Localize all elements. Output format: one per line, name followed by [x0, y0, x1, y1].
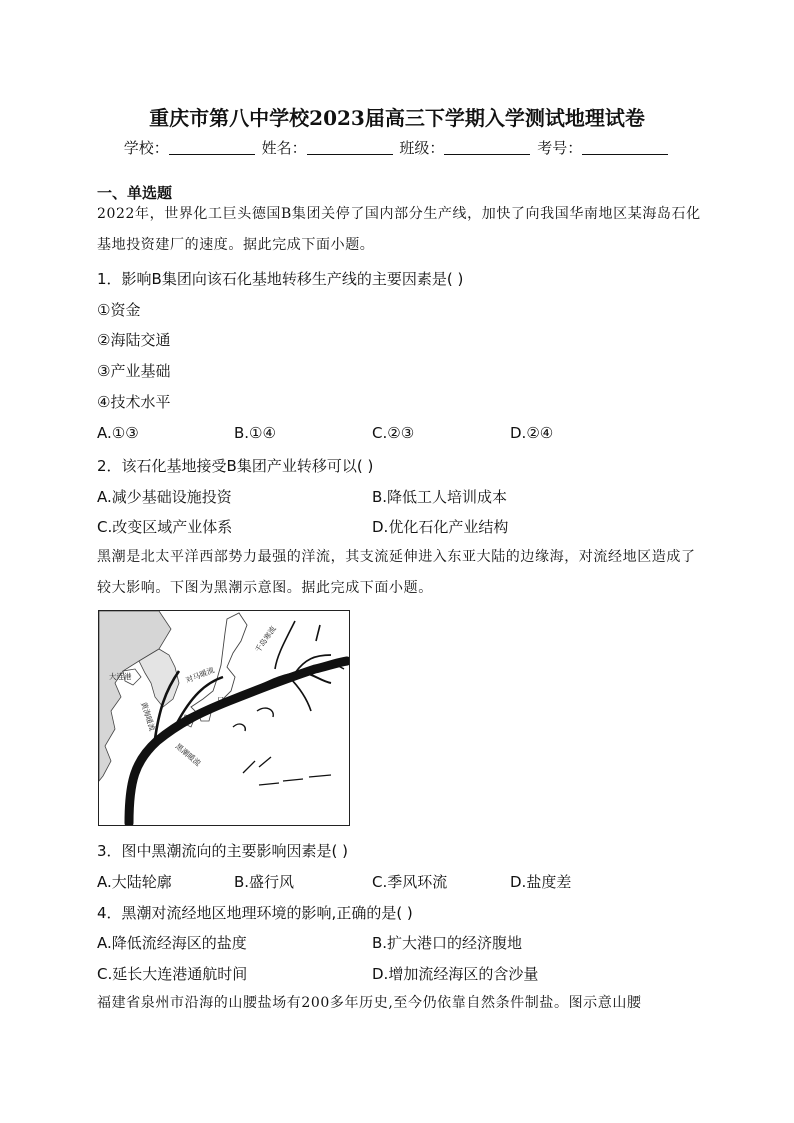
question-2-stem: 2．该石化基地接受B集团产业转移可以( ): [97, 457, 374, 475]
school-label: 学校：: [123, 139, 169, 157]
name-blank[interactable]: [307, 140, 393, 155]
question-1-item: ②海陆交通: [97, 331, 171, 349]
map-drawing: [99, 611, 349, 825]
question-3-stem: 3．图中黑潮流向的主要影响因素是( ): [97, 842, 349, 860]
page-title: 重庆市第八中学校2023届高三下学期入学测试地理试卷: [149, 106, 645, 130]
question-2-option-d[interactable]: D.优化石化产业结构: [372, 518, 509, 536]
question-4-stem: 4．黑潮对流经地区地理环境的影响,正确的是( ): [97, 904, 413, 922]
kuroshio-current-map: [98, 610, 350, 826]
question-4-option-a[interactable]: A.降低流经海区的盐度: [97, 934, 247, 952]
question-2-option-b[interactable]: B.降低工人培训成本: [372, 488, 508, 506]
exam-number-blank[interactable]: [582, 140, 668, 155]
question-2-option-a[interactable]: A.减少基础设施投资: [97, 488, 232, 506]
question-1-option-b[interactable]: B.①④: [234, 424, 276, 442]
question-3-option-d[interactable]: D.盐度差: [510, 873, 572, 891]
passage-1: 2022年，世界化工巨头德国B集团关停了国内部分生产线，加快了向我国华南地区某海岛石化基地投资建厂的速度。据此完成下面小题。: [97, 206, 701, 253]
class-label: 班级：: [399, 139, 445, 157]
passage-2: 黑潮是北太平洋西部势力最强的洋流，其支流延伸进入东亚大陆的边缘海，对流经地区造成了较大影响。下图为黑潮示意图。据此完成下面小题。: [97, 549, 696, 596]
question-2-option-c[interactable]: C.改变区域产业体系: [97, 518, 233, 536]
name-label: 姓名：: [261, 139, 307, 157]
question-1-item: ③产业基础: [97, 362, 171, 380]
school-blank[interactable]: [169, 140, 255, 155]
map-label-japan: 日本: [217, 696, 232, 705]
question-1-option-c[interactable]: C.②③: [372, 424, 415, 442]
section-heading: 一、单选题: [97, 184, 173, 202]
student-info-row: [0, 137, 794, 158]
class-blank[interactable]: [444, 140, 530, 155]
question-1-stem: 1．影响B集团向该石化基地转移生产线的主要因素是( ): [97, 270, 464, 288]
passage-3: 福建省泉州市沿海的山腰盐场有200多年历史,至今仍依靠自然条件制盐。图示意山腰: [97, 995, 642, 1011]
exam-number-label: 考号：: [537, 139, 583, 157]
question-3-option-c[interactable]: C.季风环流: [372, 873, 448, 891]
map-label-dalian: 大连港: [109, 672, 132, 681]
map-label-chishima: 千岛寒流: [253, 624, 278, 655]
question-1-item: ④技术水平: [97, 393, 171, 411]
map-label-kuroshio: 黑潮暖流: [173, 741, 203, 768]
question-3-option-a[interactable]: A.大陆轮廓: [97, 873, 172, 891]
question-4-option-c[interactable]: C.延长大连港通航时间: [97, 965, 248, 983]
map-label-tsushima: 对马暖流: [184, 665, 216, 685]
question-3-option-b[interactable]: B.盛行风: [234, 873, 295, 891]
question-1-item: ①资金: [97, 301, 141, 319]
question-4-option-b[interactable]: B.扩大港口的经济腹地: [372, 934, 523, 952]
map-label-yellowsea: 黄海暖流: [139, 700, 157, 733]
question-1-option-d[interactable]: D.②④: [510, 424, 554, 442]
question-4-option-d[interactable]: D.增加流经海区的含沙量: [372, 965, 539, 983]
question-1-option-a[interactable]: A.①③: [97, 424, 139, 442]
